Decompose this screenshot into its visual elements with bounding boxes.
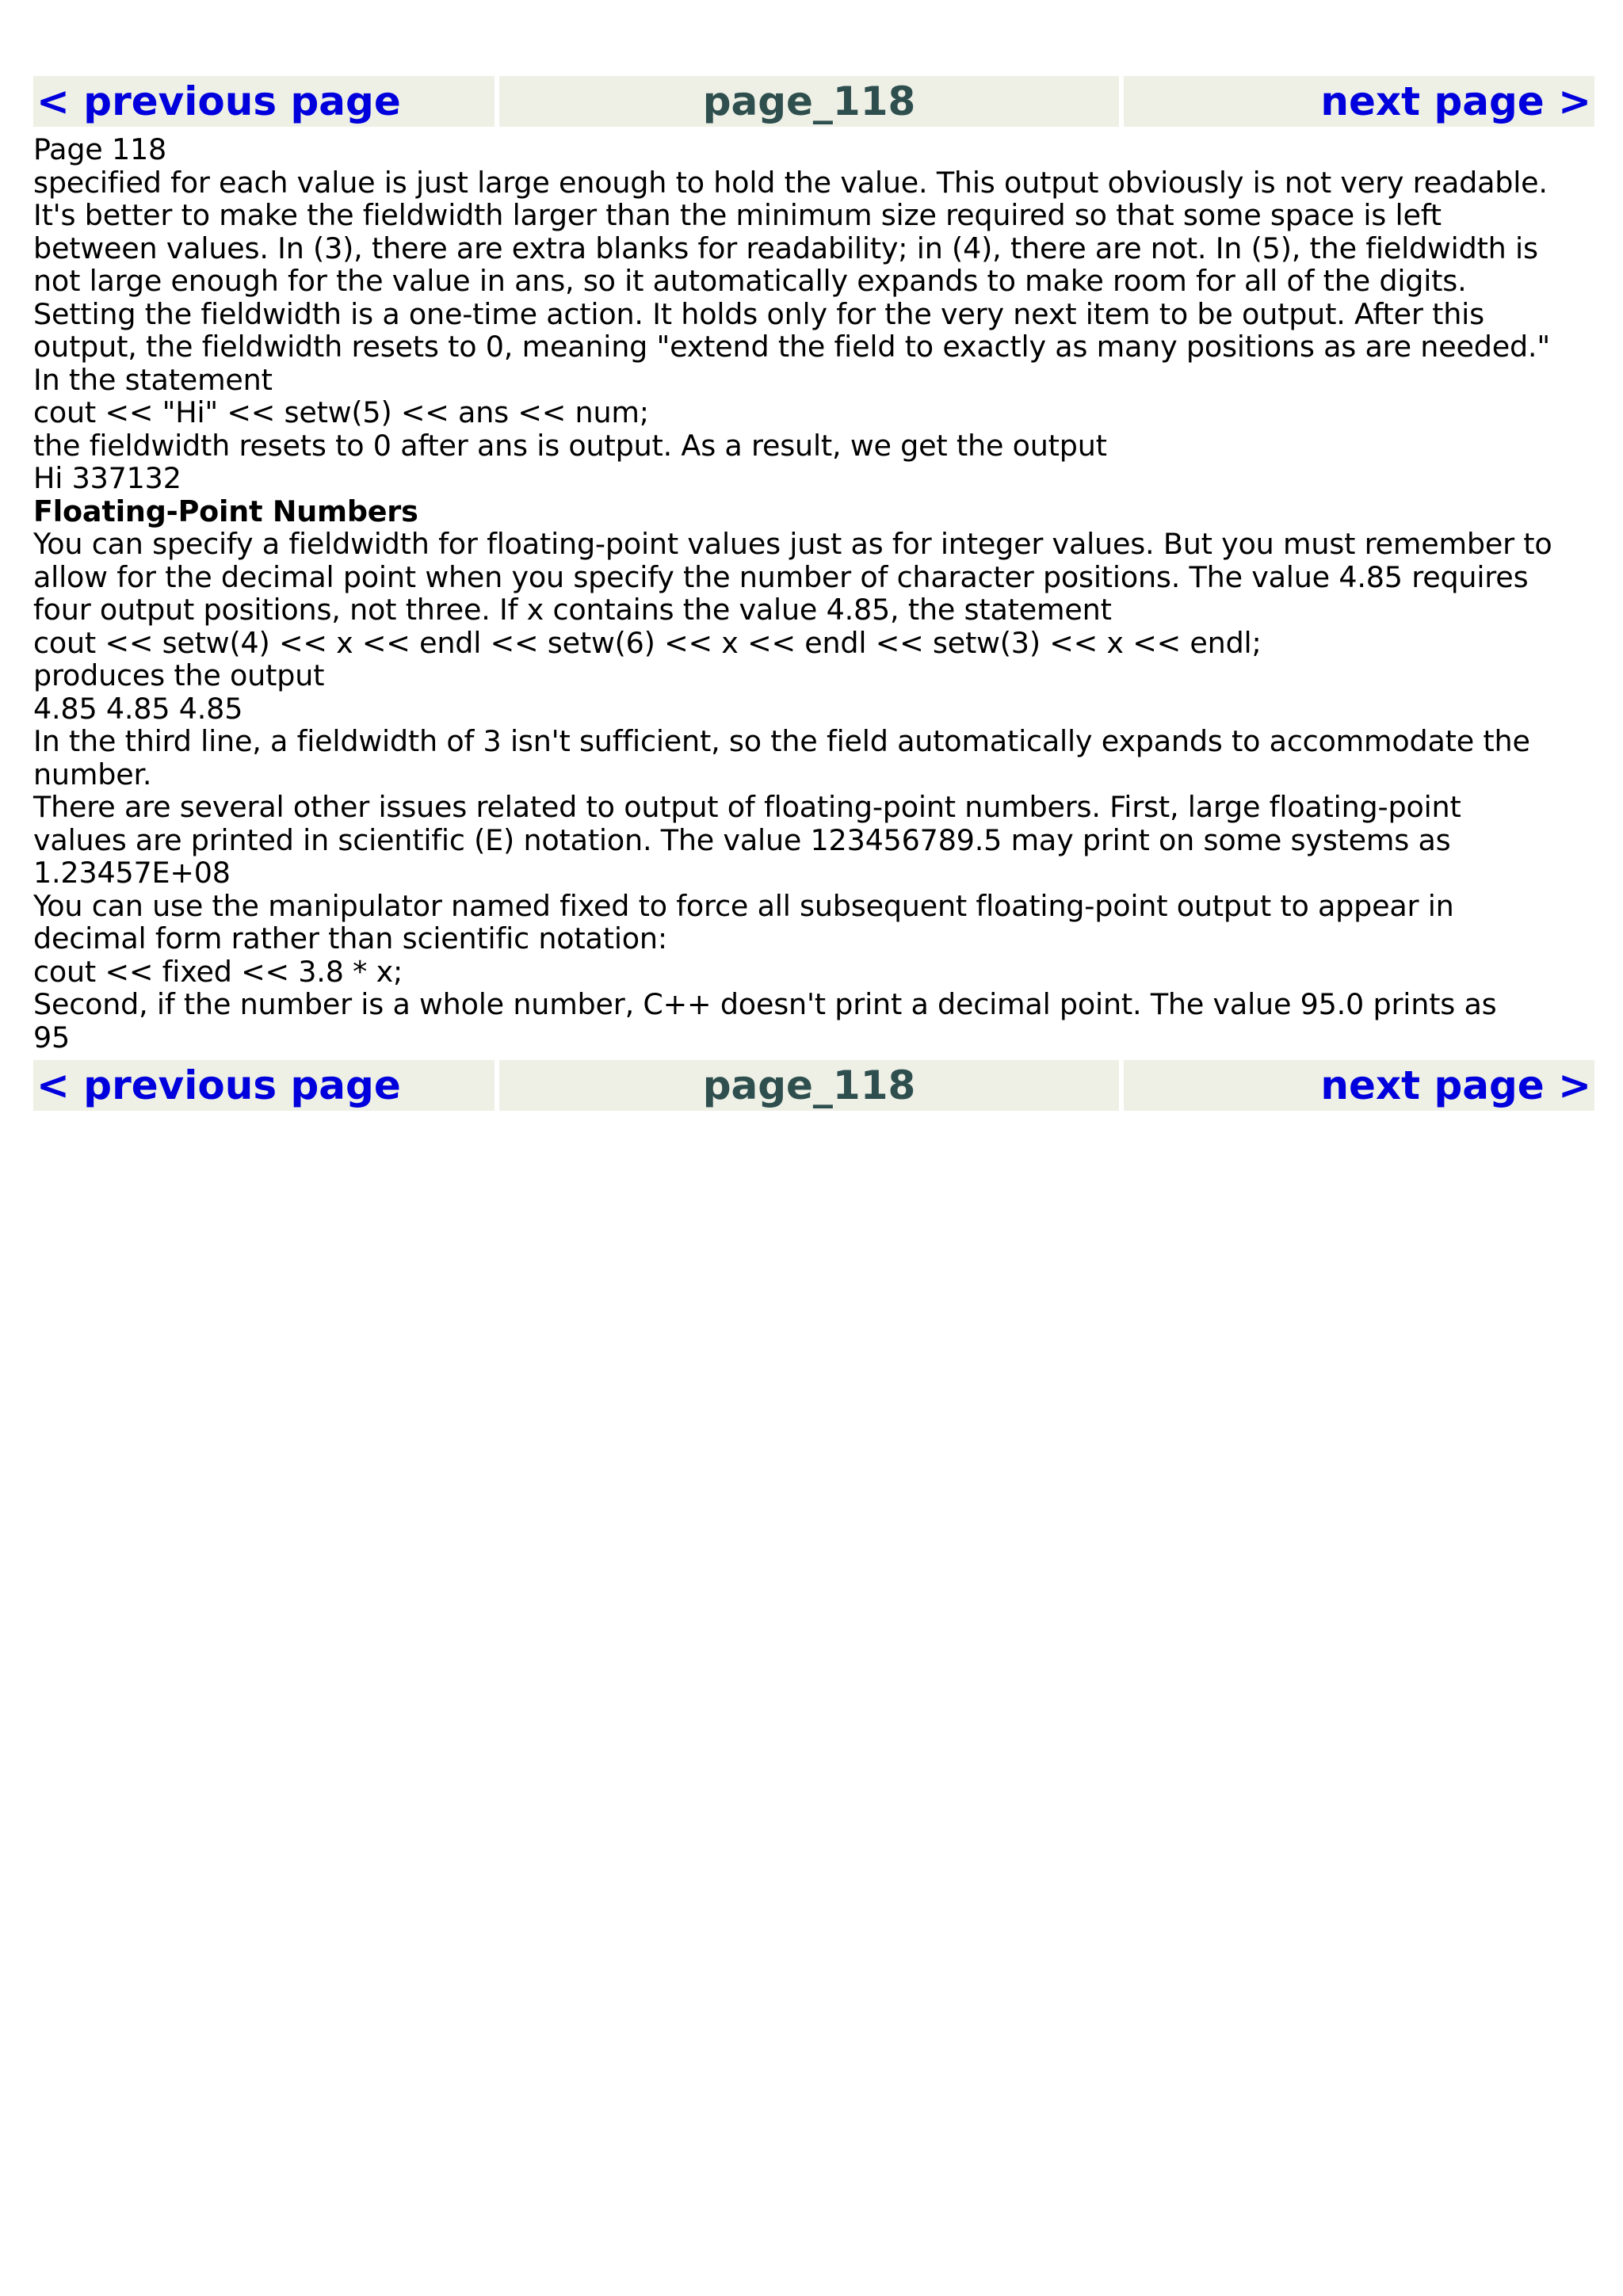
page-content bbox=[33, 127, 1594, 1060]
paragraph-line: Second, if the number is a whole number, C++ doesn't print a decimal point. The value 95.0 prints as bbox=[33, 987, 1497, 1021]
paragraph-line: specified for each value is just large enough to hold the value. This output obviously is not very readable. bbox=[33, 165, 1548, 200]
document-page bbox=[33, 76, 1594, 1111]
paragraph-line: not large enough for the value in ans, so it automatically expands to make room for all of the digits. bbox=[33, 264, 1467, 298]
paragraph-line: values are printed in scientific (E) notation. The value 123456789.5 may print on some systems as bbox=[33, 822, 1451, 857]
paragraph-line: You can specify a fieldwidth for floating-point values just as for integer values. But you must remember to bbox=[33, 527, 1552, 561]
output-line: 95 bbox=[33, 1020, 71, 1055]
code-line: cout << "Hi" << setw(5) << ans << num; bbox=[33, 395, 649, 429]
paragraph-line: In the third line, a fieldwidth of 3 isn't sufficient, so the field automatically expands to accommodate the bbox=[33, 724, 1530, 758]
paragraph-line: In the statement bbox=[33, 362, 273, 397]
page-number-label: page_118 bbox=[499, 76, 1119, 127]
output-line: 1.23457E+08 bbox=[33, 856, 231, 890]
output-line: Hi 337132 bbox=[33, 461, 181, 495]
page-number-label: page_118 bbox=[499, 1060, 1119, 1111]
paragraph-line: between values. In (3), there are extra blanks for readability; in (4), there are not. In (5), the fieldwidth is bbox=[33, 231, 1538, 265]
paragraph-line: number. bbox=[33, 757, 152, 791]
paragraph-line: Setting the fieldwidth is a one-time action. It holds only for the very next item to be output. After this bbox=[33, 296, 1484, 331]
code-line: cout << fixed << 3.8 * x; bbox=[33, 954, 403, 989]
section-heading: Floating-Point Numbers bbox=[33, 494, 418, 528]
code-line: cout << setw(4) << x << endl << setw(6) << x << endl << setw(3) << x << endl; bbox=[33, 625, 1262, 660]
paragraph-line: allow for the decimal point when you specify the number of character positions. The value 4.85 requires bbox=[33, 559, 1529, 594]
output-line: 4.85 4.85 4.85 bbox=[33, 691, 243, 726]
paragraph-line: output, the fieldwidth resets to 0, meaning "extend the field to exactly as many positions as are needed." bbox=[33, 330, 1550, 364]
previous-page-link[interactable]: < previous page bbox=[33, 1060, 495, 1111]
previous-page-link[interactable]: < previous page bbox=[33, 76, 495, 127]
paragraph-line: the fieldwidth resets to 0 after ans is output. As a result, we get the output bbox=[33, 428, 1107, 463]
page-header-text: Page 118 bbox=[33, 132, 167, 166]
paragraph-line: decimal form rather than scientific notation: bbox=[33, 921, 667, 955]
paragraph-line: It's better to make the fieldwidth larger than the minimum size required so that some space is left bbox=[33, 198, 1442, 232]
bottom-navigation-bar bbox=[33, 1060, 1594, 1111]
paragraph-line: You can use the manipulator named fixed to force all subsequent floating-point output to appear in bbox=[33, 888, 1454, 923]
paragraph-line: four output positions, not three. If x contains the value 4.85, the statement bbox=[33, 593, 1112, 627]
next-page-link[interactable]: next page > bbox=[1124, 76, 1594, 127]
top-navigation-bar bbox=[33, 76, 1594, 127]
next-page-link[interactable]: next page > bbox=[1124, 1060, 1594, 1111]
paragraph-line: produces the output bbox=[33, 658, 325, 692]
paragraph-line: There are several other issues related to output of floating-point numbers. First, large floating-point bbox=[33, 790, 1461, 824]
